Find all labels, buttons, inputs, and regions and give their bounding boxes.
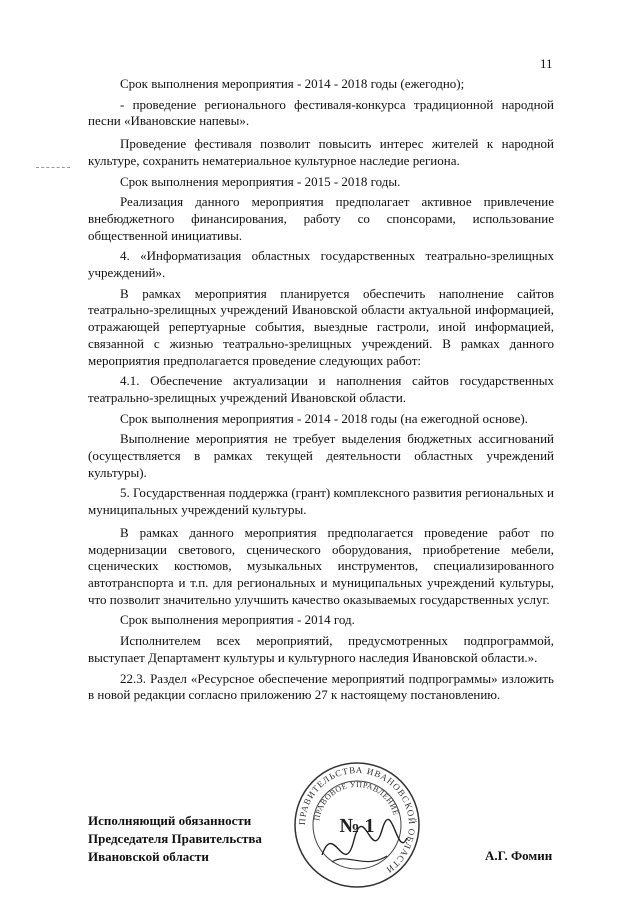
signer-name: А.Г. Фомин	[485, 848, 553, 863]
stamp-number: № 1	[339, 815, 375, 837]
paragraph: Выполнение мероприятия не требует выделения бюджетных ассигнований (осуществляется в рамках текущей деятельности областных учреждений культуры).	[88, 431, 554, 480]
signature-title-line: Ивановской области	[88, 849, 209, 864]
paragraph: Срок выполнения мероприятия - 2015 - 2018 годы.	[120, 173, 401, 189]
stamp-outer-text: ПРАВИТЕЛЬСТВА ИВАНОВСКОЙ ОБЛАСТИ	[296, 764, 418, 876]
paragraph: Проведение фестиваля позволит повысить интерес жителей к народной культуре, сохранить нематериальное культурное наследие региона.	[88, 136, 554, 168]
paragraph: Срок выполнения мероприятия - 2014 - 2018 годы (на ежегодной основе).	[120, 410, 528, 426]
paragraph: В рамках мероприятия планируется обеспечить наполнение сайтов театрально-зрелищных учреждений Ивановской области актуальной информацией, отражающей репертуарные события, выездные гастроли, иной информацией, связанной с жизнью театрально-зрелищных учреждений. В рамках данного мероприятия предполагается проведение следующих работ:	[88, 285, 554, 368]
signature-title-line: Исполняющий обязанности	[88, 813, 252, 828]
stamp-inner-text: ПРАВОВОЕ УПРАВЛЕНИЕ	[312, 779, 401, 822]
paragraph: - проведение регионального фестиваля-конкурса традиционной народной песни «Ивановские напевы».	[88, 96, 554, 129]
page-number: 11	[540, 56, 553, 71]
paragraph: В рамках данного мероприятия предполагается проведение работ по модернизации светового, сценического оборудования, приобретение мебели, сценических костюмов, музыкальных инструментов, специализированного автотранспорта и т.п. для региональных и муниципальных учреждений культуры, что позволит значительно улучшить качество оказываемых государственных услуг.	[88, 524, 554, 607]
paragraph: 22.3. Раздел «Ресурсное обеспечение мероприятий подпрограммы» изложить в новой редакции согласно приложению 27 к настоящему постановлению.	[88, 670, 554, 703]
section-heading: 5. Государственная поддержка (грант) комплексного развития региональных и муниципальных учреждений культуры.	[88, 485, 554, 518]
signature-block	[88, 812, 262, 866]
paragraph: Срок выполнения мероприятия - 2014 - 2018 годы (ежегодно);	[120, 76, 465, 91]
paragraph: Исполнителем всех мероприятий, предусмотренных подпрограммой, выступает Департамент культуры и культурного наследия Ивановской области.».	[88, 633, 554, 665]
scan-artifact-line	[36, 167, 70, 168]
paragraph: 4.1. Обеспечение актуализации и наполнения сайтов государственных театрально-зрелищных учреждений Ивановской области.	[88, 373, 554, 405]
document-body	[88, 76, 554, 708]
signature-scribble-underline	[332, 856, 387, 862]
signature-title-line: Председателя Правительства	[88, 831, 262, 846]
paragraph: Срок выполнения мероприятия - 2014 год.	[120, 612, 355, 628]
official-stamp	[292, 760, 422, 890]
section-heading: 4. «Информатизация областных государственных театрально-зрелищных учреждений».	[88, 248, 554, 281]
paragraph: Реализация данного мероприятия предполагает активное привлечение внебюджетного финансирования, работу со спонсорами, использование общественной инициативы.	[88, 194, 554, 243]
